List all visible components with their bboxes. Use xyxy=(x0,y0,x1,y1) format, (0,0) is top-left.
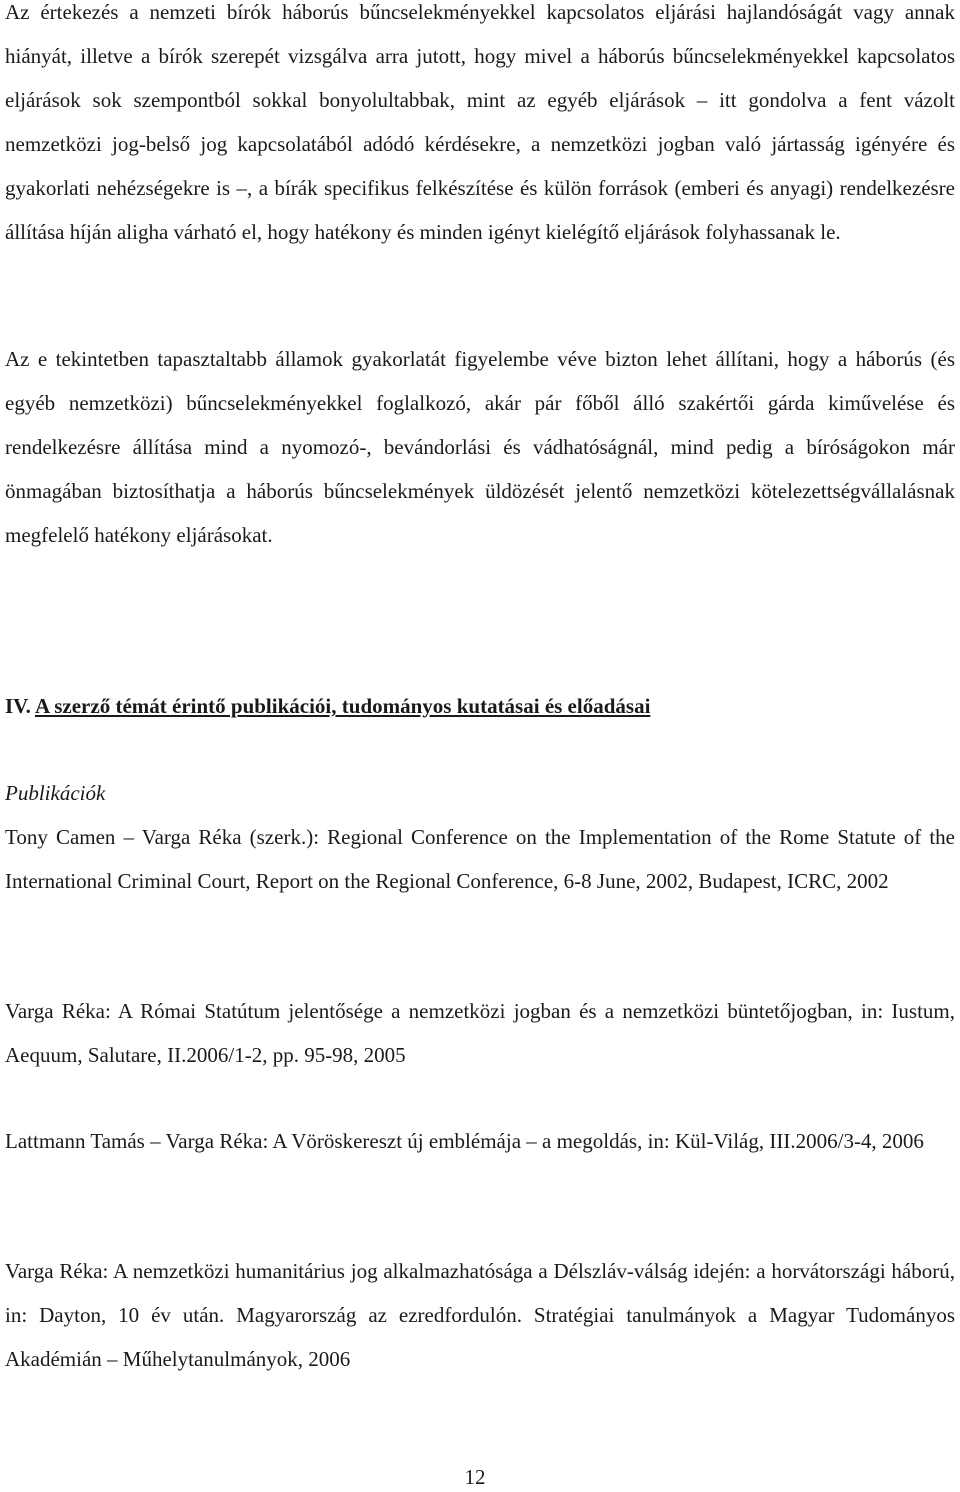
publication-entry: Lattmann Tamás – Varga Réka: A Vöröskereszt új emblémája – a megoldás, in: Kül-Világ, III.2006/3-4, 2006 xyxy=(5,1129,924,1153)
publication-entry: Varga Réka: A nemzetközi humanitárius jog alkalmazhatósága a Délszláv-válság idején: a horvátországi háború, in: Dayton, 10 év után. Magyarország az ezredfordulón. Stratégiai tanulmányok a Magyar Tudományos Akadémián – Műhelytanulmányok, 2006 xyxy=(5,1259,955,1371)
subheading-publications: Publikációk xyxy=(5,781,106,805)
publication-entry: Tony Camen – Varga Réka (szerk.): Regional Conference on the Implementation of the Rome Statute of the International Criminal Court, Report on the Regional Conference, 6-8 June, 2002, Budapest, ICRC, 2002 xyxy=(5,825,955,893)
section-number: IV. xyxy=(5,694,31,718)
section-title: A szerző témát érintő publikációi, tudományos kutatásai és előadásai xyxy=(34,694,651,718)
body-paragraph-recommendation: Az e tekintetben tapasztaltabb államok gyakorlatát figyelembe véve bizton lehet állítani, hogy a háborús (és egyéb nemzetközi) bűncselekményekkel foglalkozó, akár pár főből álló szakértői gárda kiművelése és rendelkezésre állítása mind a nyomozó-, bevándorlási és vádhatóságnál, mind pedig a bíróságokon már önmagában biztosíthatja a háborús bűncselekmények üldözését jelentő nemzetközi kötelezettségvállalásnak megfelelő hatékony eljárásokat. xyxy=(5,347,955,547)
section-heading xyxy=(5,684,955,728)
publication-entry: Varga Réka: A Római Statútum jelentősége a nemzetközi jogban és a nemzetközi büntetőjogban, in: Iustum, Aequum, Salutare, II.2006/1-2, pp. 95-98, 2005 xyxy=(5,999,955,1067)
page-number: 12 xyxy=(464,1465,486,1489)
body-paragraph-conclusion: Az értekezés a nemzeti bírók háborús bűncselekményekkel kapcsolatos eljárási hajlandóságát vagy annak hiányát, illetve a bírók szerepét vizsgálva arra jutott, hogy mivel a háborús bűncselekményekkel kapcsolatos eljárások sok szempontból sokkal bonyolultabbak, mint az egyéb eljárások – itt gondolva a fent vázolt nemzetközi jog-belső jog kapcsolatából adódó kérdésekre, a nemzetközi jogban való jártasság igényére és gyakorlati nehézségekre is –, a bírák specifikus felkészítése és külön források (emberi és anyagi) rendelkezésre állítása híján aligha várható el, hogy hatékony és minden igényt kielégítő eljárások folyhassanak le. xyxy=(5,0,955,244)
